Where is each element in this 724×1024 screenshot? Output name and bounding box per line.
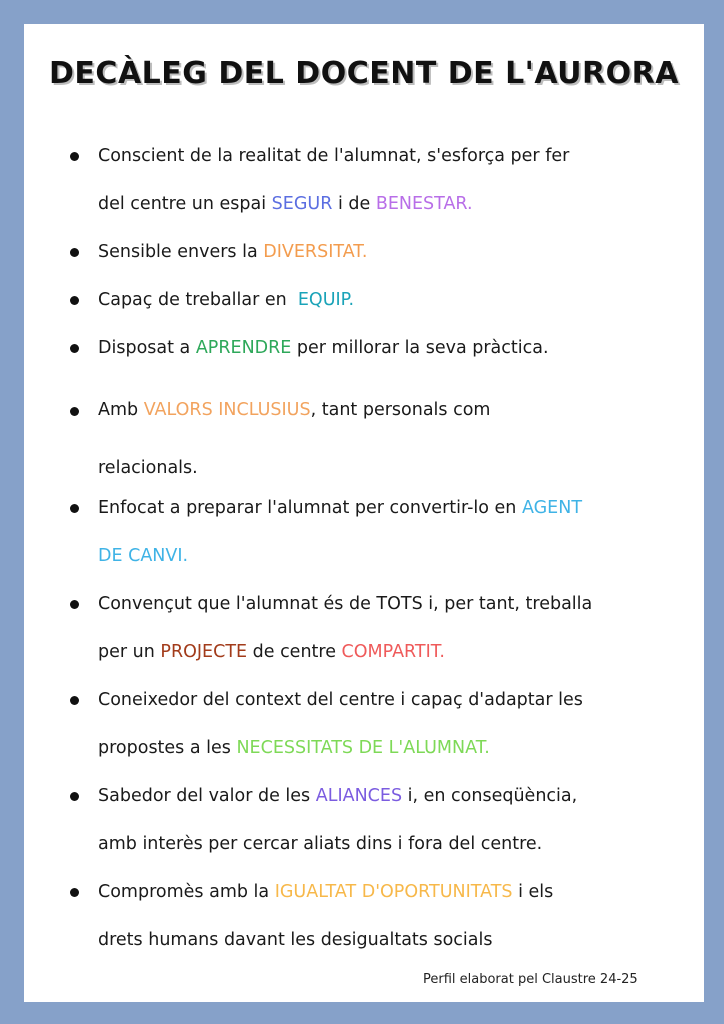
keyword-de-canvi: DE CANVI. — [98, 546, 189, 566]
item-text: Sabedor del valor de les — [98, 786, 316, 806]
keyword-aprendre: APRENDRE — [195, 338, 292, 358]
decalogue-list — [68, 132, 678, 964]
item-text: Disposat a — [98, 338, 196, 358]
item-text: i els — [512, 882, 554, 902]
item-text: per un — [98, 642, 161, 662]
keyword-necessitats: NECESSITATS DE L'ALUMNAT. — [236, 738, 490, 758]
keyword-benestar: BENESTAR. — [375, 194, 473, 214]
keyword-diversitat: DIVERSITAT. — [263, 242, 368, 262]
keyword-igualtat: IGUALTAT D'OPORTUNITATS — [274, 882, 513, 902]
keyword-segur: SEGUR — [271, 194, 333, 214]
item-text: Capaç de treballar en — [98, 290, 298, 310]
item-text: del centre un espai — [98, 194, 272, 214]
item-text: drets humans davant les desigualtats socials — [98, 930, 493, 950]
item-text: Conscient de la realitat de l'alumnat, s'esforça per fer — [98, 146, 570, 166]
item-text: Amb — [98, 400, 144, 420]
list-item — [68, 772, 678, 868]
keyword-aliances: ALIANCES — [315, 786, 403, 806]
keyword-equip: EQUIP. — [297, 290, 355, 310]
item-text: de centre — [247, 642, 342, 662]
list-item — [68, 676, 678, 772]
item-text: Convençut que l'alumnat és de TOTS i, per tant, treballa — [98, 594, 593, 614]
item-text: relacionals. — [98, 458, 198, 478]
keyword-projecte: PROJECTE — [160, 642, 248, 662]
keyword-agent: AGENT — [521, 498, 583, 518]
item-text: i, en conseqüència, — [402, 786, 578, 806]
footer-credit: Perfil elaborat pel Claustre 24-25 — [423, 972, 638, 987]
item-text: , tant personals com — [310, 400, 491, 420]
list-item — [68, 276, 678, 324]
item-text: amb interès per cercar aliats dins i fora del centre. — [98, 834, 543, 854]
list-item — [68, 132, 678, 228]
item-text: Enfocat a preparar l'alumnat per convertir-lo en — [98, 498, 522, 518]
poster-sheet — [24, 24, 704, 1002]
item-text: i de — [332, 194, 376, 214]
list-item — [68, 372, 678, 484]
item-text: propostes a les — [98, 738, 237, 758]
item-text: Coneixedor del context del centre i capaç d'adaptar les — [98, 690, 583, 710]
list-item — [68, 580, 678, 676]
item-text: Sensible envers la — [98, 242, 264, 262]
list-item — [68, 324, 678, 372]
page-title: DECÀLEG DEL DOCENT DE L'AURORA — [49, 56, 679, 91]
list-item — [68, 868, 678, 964]
keyword-valors-inclusius: VALORS INCLUSIUS — [143, 400, 311, 420]
list-item — [68, 228, 678, 276]
list-item — [68, 484, 678, 580]
item-text: per millorar la seva pràctica. — [291, 338, 549, 358]
keyword-compartit: COMPARTIT. — [341, 642, 445, 662]
item-text: Compromès amb la — [98, 882, 275, 902]
